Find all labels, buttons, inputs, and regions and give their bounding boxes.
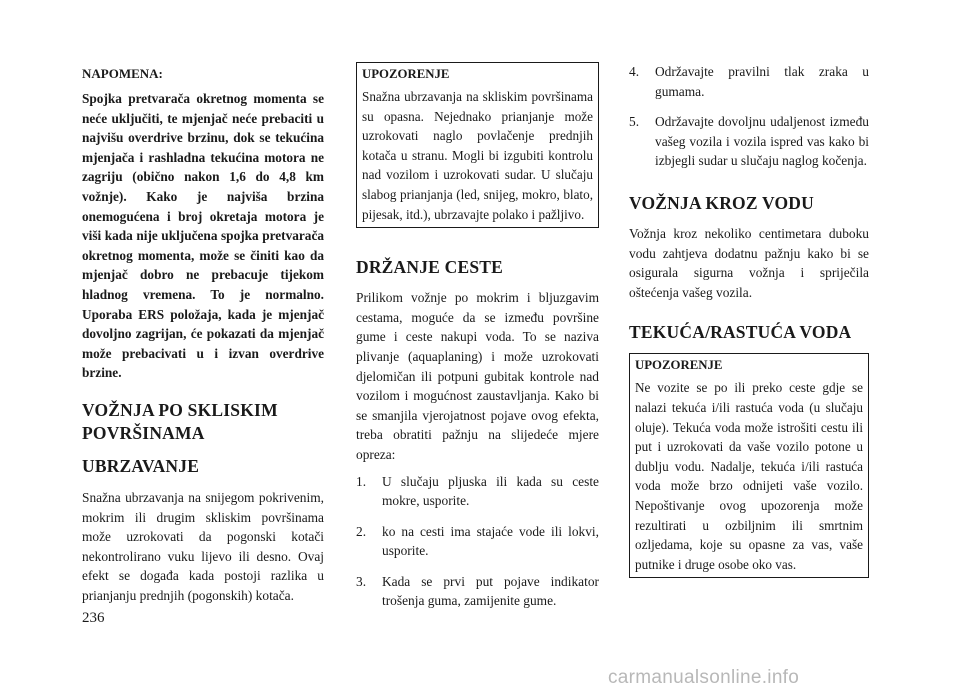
column-right <box>629 62 869 578</box>
list-text: Održavajte dovoljnu udaljenost između vašeg vozila i vozila ispred vas kako bi izbjegli sudar u slučaju naglog kočenja. <box>655 114 869 169</box>
watermark: carmanualsonline.info <box>608 667 800 688</box>
road-holding-paragraph: Prilikom vožnje po mokrim i bljuzgavim cestama, moguće da se između površine gume i ceste nakupi voda. To se naziva plivanje (aquaplaning) i može uzrokovati djelomičan ili potpuni gubitak kontrole nad vozilom i mogućnost zaustavljanja. Kako bi se smanjila vjerojatnost pojave ovog efekta, treba obratiti pažnju na slijedeće mjere opreza: <box>356 290 599 462</box>
note-title: NAPOMENA: <box>82 66 163 81</box>
note-body: Spojka pretvarača okretnog momenta se neće uključiti, te mjenjač neće prebaciti u najvišu overdrive brzinu, dok se tekućina mjenjača i rashladna tekućina motora ne zagriju (obično nakon 1,6 do 4,8 km vožnje). Kako je najviša brzina onemogućena i broj okretaja motora je viši kada nije uključena spojka pretvarača okretnog momenta, može se činiti kao da mjenjač dobro ne prebacuje tijekom hladnog vremena. To je normalno. Uporaba ERS položaja, kada je mjenjač dovoljno zagrijan, će pokazati da mjenjač može prebacivati u i izvan overdrive brzine. <box>82 91 324 381</box>
acceleration-paragraph: Snažna ubrzavanja na snijegom pokrivenim, mokrim ili drugim skliskim površinama može uzrokovati da pogonski kotači nekontrolirano vuku lijevo ili desno. Ovaj efekt se događa kada postoji razlika u prianjanju prednjih (pogonskih) kotača. <box>82 489 324 603</box>
list-text: U slučaju pljuska ili kada su ceste mokre, usporite. <box>382 473 599 509</box>
list-number: 2. <box>356 523 367 539</box>
list-item <box>356 472 599 511</box>
warning-box-water <box>629 353 869 578</box>
list-number: 3. <box>356 573 367 589</box>
heading-driving-through-water: VOŽNJA KROZ VODU <box>629 192 814 213</box>
water-paragraph: Vožnja kroz nekoliko centimetara duboku vodu zahtjeva dodatnu pažnju kako bi se osigurala sigurna vožnja i spriječila oštećenja vašeg vozila. <box>629 225 869 300</box>
list-number: 5. <box>629 114 640 130</box>
list-item <box>629 62 869 101</box>
warning-body: Ne vozite se po ili preko ceste gdje se nalazi tekuća i/ili rastuća voda (u slučaju oluje). Tekuća voda može istrošiti cestu ili put i uzrokovati da vaše vozilo potone u dublju vodu. Nadalje, tekuća i/ili rastuća voda može brzo odnijeti vaše vozilo. Nepoštivanje ovog upozorenja može rezultirati u ozbiljnim ili smrtnim ozljedama, koje su opasne za vas, vaše putnike i druge osobe oko vas. <box>635 380 863 572</box>
list-item <box>629 112 869 171</box>
heading-flowing-rising-water: TEKUĆA/RASTUĆA VODA <box>629 322 852 343</box>
precaution-list-continued <box>629 62 869 171</box>
list-text: Održavajte pravilni tlak zraka u gumama. <box>655 64 869 99</box>
list-text: ko na cesti ima stajaće vode ili lokvi, usporite. <box>382 523 599 559</box>
column-middle <box>356 62 599 611</box>
page-number: 236 <box>82 610 105 626</box>
warning-title: UPOZORENJE <box>362 67 450 81</box>
column-left <box>82 62 324 605</box>
warning-title: UPOZORENJE <box>635 358 723 373</box>
heading-road-holding: DRŽANJE CESTE <box>356 257 504 278</box>
heading-acceleration: UBRZAVANJE <box>82 455 200 476</box>
list-item <box>356 522 599 561</box>
warning-body: Snažna ubrzavanja na skliskim površinama su opasna. Nejednako prianjanje može uzrokovati naglo povlačenje prednjih kotača u stranu. Mogli bi izgubiti kontrolu nad vozilom i uzrokovati sudar. U slučaju slabog prianjanja (led, snijeg, mokro, blato, pijesak, itd.), ubrzavajte polako i pažljivo. <box>362 89 593 222</box>
heading-slippery-surfaces: VOŽNJA PO SKLISKIM POVRŠINAMA <box>82 399 278 443</box>
list-number: 1. <box>356 473 367 489</box>
precaution-list <box>356 472 599 612</box>
list-text: Kada se prvi put pojave indikator trošenja guma, zamijenite gume. <box>382 573 599 609</box>
warning-box-acceleration <box>356 62 599 228</box>
list-number: 4. <box>629 64 640 79</box>
list-item <box>356 572 599 611</box>
